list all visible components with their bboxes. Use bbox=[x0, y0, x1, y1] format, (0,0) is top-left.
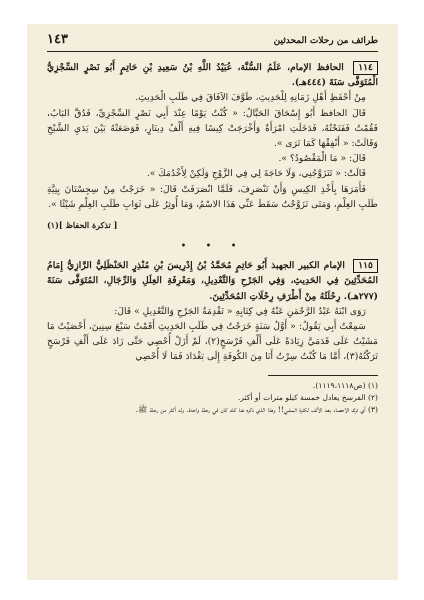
entry-heading-text: الحافظ الإمام، عَلَمُ السُّنَّة، عُبَيْدُ اللَّهِ بْنُ سَعِيدِ بْنِ حَاتِمٍ أَبُو نَصْرٍ السِّجْزِيُّ الْمُتَوَفَّى سَنَةَ (٤٤٤هـ). bbox=[47, 62, 378, 89]
footnote: (٢) الفرسخ يعادل خمسة كيلو مترات أو أكثر. bbox=[237, 392, 378, 402]
footnote-divider bbox=[268, 375, 378, 376]
paragraph: سَمِعْتُ أَبِي يَقُولُ: « أَوَّلُ سَنَةٍ خَرَجْتُ فِي طَلَبِ الحَدِيثِ أَقَمْتُ سَبْعَ سِنِينَ، أَحْصَيْتُ مَا مَشَيْتُ عَلَى قَدَمَيَّ زِيَادَةً عَلَى أَلْفِ فَرْسَخٍ(٢)، لَمْ أَزَلْ أُحْصِي حَتَّى زَادَ عَلَى أَلْفِ فَرْسَخٍ تَرَكْتُهُ(٣)، أَمَّا مَا كُنْتُ سِرْتُ أَنَا مِنَ الكُوفَةِ إِلَى بَغْدَادَ فَمَا لَا أُحْصِي bbox=[47, 321, 378, 363]
entry-heading bbox=[47, 258, 378, 304]
paragraph: رَوَى ابْنَهُ عَبْدُ الرَّحْمَنِ عَنْهُ فِي كِتَابِهِ « تَقْدِمَةُ الجَرْحِ وَالتَّعْدِيلِ » قَالَ: bbox=[114, 305, 366, 317]
footnotes bbox=[47, 380, 378, 416]
entry-number-box: ١١٥ bbox=[353, 259, 378, 273]
entry-heading bbox=[47, 60, 378, 90]
source-citation: [ تذكرة الحفاظ ](١) bbox=[47, 220, 118, 231]
page-number: ١٤٣ bbox=[47, 32, 68, 47]
entry-115 bbox=[47, 258, 378, 364]
footnote: (٣) أي ترك الاحصاء بعد الألف لكثرة المشي!! وهذا الذي ذكره هنا كله كان في رحلة واحدة. وله أكثر من رحلة ﷺ. bbox=[135, 404, 378, 414]
book-page bbox=[27, 24, 398, 580]
entry-114 bbox=[47, 60, 378, 233]
footnote: (١) (ص١١١٩،١١١٨). bbox=[312, 380, 378, 390]
paragraph: فَأَمَرَهَا بِأَخْذِ الكِيسِ وَأَنْ تَنْصَرِفَ، فَلَمَّا انْصَرَفَتْ قَالَ: « خَرَجْتُ مِنْ سِجِسْتَانَ بِنِيَّةِ طَلَبِ العِلْمِ، وَمَتَى تَزَوَّجْتُ سَقَطَ عَنِّي هَذَا الاسْمُ، وَمَا أُوثِرُ عَلَى ثَوَابِ طَلَبِ العِلْمِ شَيْئًا ». bbox=[47, 183, 378, 210]
section-separator: • • • bbox=[180, 241, 245, 253]
entry-heading-text: الإمام الكبير الجهبذ أَبُو حَاتِمٍ مُحَمَّدُ بْنُ إِدْرِيسَ بْنِ مُنْذِرٍ الحَنْظَلِيُّ الرَّازِيُّ إِمَامُ المُحَدِّثِينَ فِي الحَدِيثِ، وَفِي الجَرْحِ وَالتَّعْدِيلِ، وَمَعْرِفَةِ العِلَلِ وَالرِّجَالِ، المُتَوَفَّى سَنَةَ (٢٧٧هـ). رِحْلَتُهُ مِنْ أَطْرَفِ رِحْلَاتِ المُحَدِّثِينَ. bbox=[47, 260, 378, 302]
paragraph: مِنْ أَحْفَظِ أَهْلِ زَمَانِهِ لِلْحَدِيثِ، طَوَّفَ الآفَاقَ فِي طَلَبِ الْحَدِيثِ. bbox=[135, 92, 366, 104]
running-header bbox=[47, 32, 378, 52]
entry-number-box: ١١٤ bbox=[353, 61, 378, 75]
paragraph: قَالَتْ: « تَتَزَوَّجُنِي، وَلَا حَاجَةَ لِي فِي الزَّوْجِ وَلَكِنْ لِأَخْدُمَكَ ». bbox=[146, 168, 366, 180]
running-title: طرائف من رحلات المحدثين bbox=[273, 36, 378, 46]
paragraph: قَالَ الحافظ أَبُو إِسْحَاقَ الحَبَّالُ: « كُنْتُ يَوْمًا عِنْدَ أَبِي نَصْرٍ السِّجْزِيِّ، فَدُقَّ البَابُ، فَقُمْتُ فَفَتَحْتُهُ، فَدَخَلَتِ امْرَأَةٌ وَأَخْرَجَتْ كِيسًا فِيهِ أَلْفُ دِينَارٍ، فَوَضَعَتْهُ بَيْنَ يَدَيِ الشَّيْخِ وَقَالَتْ: « أَنْفِقْهَا كَمَا تَرَى ». bbox=[47, 107, 378, 150]
paragraph: قَالَ: « مَا الْمَقْصُودُ؟ ». bbox=[278, 153, 366, 165]
